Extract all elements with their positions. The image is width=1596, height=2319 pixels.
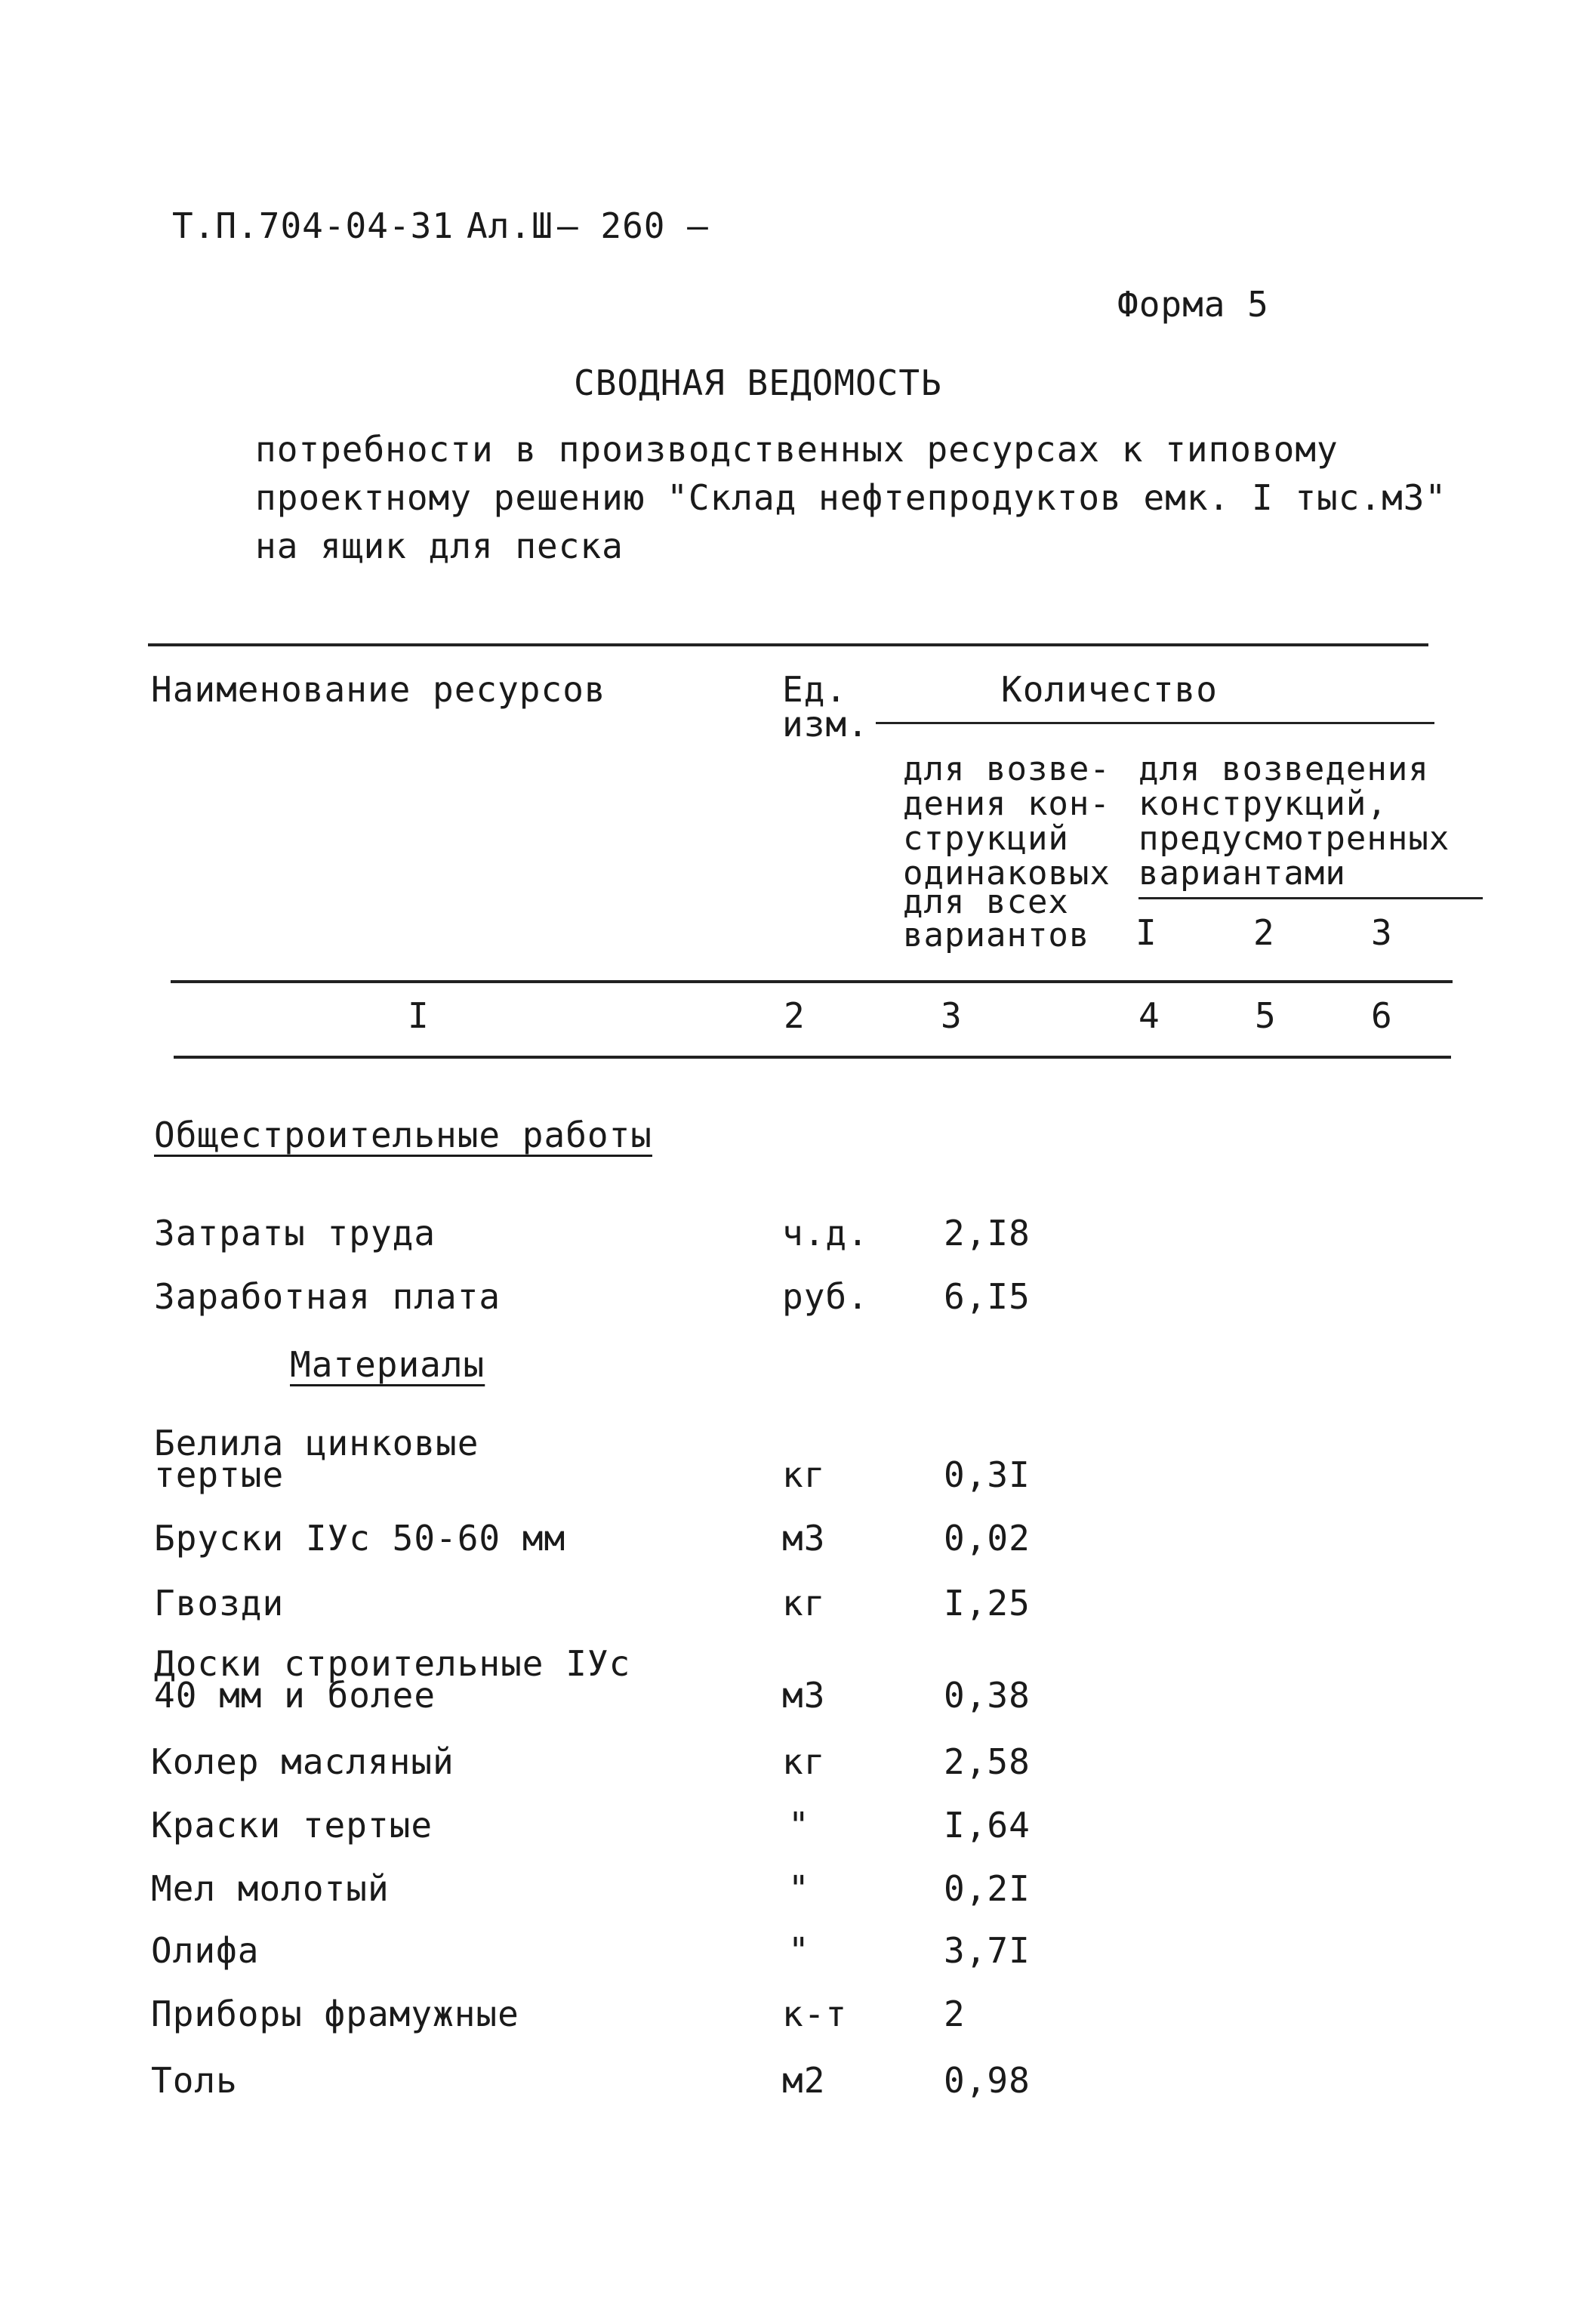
subsection-heading: Материалы [290,1344,485,1385]
title-line-2: проектному решению "Склад нефтепродуктов емк. I тыс.м3" [255,477,1447,518]
column-header-variants-3: предусмотренных [1138,819,1450,858]
column-header-unit: Ед. [782,669,848,710]
resource-unit: м3 [782,1518,826,1559]
resource-quantity: I,64 [944,1805,1031,1846]
resource-name: Заработная плата [154,1276,501,1317]
resource-name: Мел молотый [151,1868,390,1909]
column-header-name: Наименование ресурсов [151,669,606,710]
resource-name: Олифа [151,1930,260,1971]
column-header-common-1: для возве- [903,750,1111,788]
resource-name: Затраты труда [154,1213,436,1254]
resource-name: Краски тертые [151,1805,433,1846]
form-label: Форма 5 [1117,284,1269,325]
variants-rule [1138,897,1483,899]
column-header-common-5: для всех [903,883,1069,921]
resource-unit: " [788,1805,810,1846]
column-number-3: 3 [941,995,963,1036]
column-header-variants-4: вариантами [1138,854,1346,893]
resource-unit: ч.д. [782,1213,869,1254]
resource-name: Доски строительные IУс [154,1643,631,1684]
resource-name: Белила цинковые [154,1423,479,1463]
resource-name-cont: тертые [154,1454,285,1495]
resource-unit: руб. [782,1276,869,1317]
title-line-1: потребности в производственных ресурсах к типовому [255,429,1339,470]
column-header-common-6: вариантов [903,916,1090,954]
resource-quantity: 0,3I [944,1454,1031,1495]
resource-name: Толь [151,2060,238,2101]
document-heading: СВОДНАЯ ВЕДОМОСТЬ [574,362,942,403]
resource-unit: к-т [782,1994,848,2034]
resource-quantity: I,25 [944,1583,1031,1624]
resource-name: Колер масляный [151,1741,454,1782]
column-number-4: 4 [1138,995,1160,1036]
column-number-6: 6 [1371,995,1393,1036]
resource-unit: кг [782,1454,826,1495]
column-number-1: I [408,995,430,1036]
numbers-bottom-rule [174,1056,1451,1059]
resource-unit: м2 [782,2060,826,2101]
document-code: Т.П.704-04-31 [172,205,454,246]
resource-unit: м3 [782,1675,826,1716]
album-label: Ал.Ш [467,205,553,246]
resource-name: Приборы фрамужные [151,1994,519,2034]
resource-quantity: 2,58 [944,1741,1031,1782]
resource-name-cont: 40 мм и более [154,1675,436,1716]
variant-1-label: I [1135,912,1157,953]
header-bottom-rule [171,980,1453,983]
resource-quantity: 2 [944,1994,966,2034]
column-header-common-4: одинаковых [903,854,1111,893]
resource-quantity: 0,2I [944,1868,1031,1909]
resource-quantity: 6,I5 [944,1276,1031,1317]
column-header-unit-2: изм. [782,704,869,745]
resource-name: Бруски IУс 50-60 мм [154,1518,566,1559]
quantity-rule [876,722,1434,724]
column-header-common-3: струкций [903,819,1069,858]
page-number: — 260 — [557,205,709,246]
column-header-variants-1: для возведения [1138,750,1429,788]
resource-quantity: 3,7I [944,1930,1031,1971]
title-line-3: на ящик для песка [255,526,624,566]
resource-unit: кг [782,1583,826,1624]
variant-3-label: 3 [1371,912,1393,953]
column-header-common-2: дения кон- [903,785,1111,823]
table-top-rule [148,643,1428,646]
resource-unit: кг [782,1741,826,1782]
column-number-2: 2 [784,995,806,1036]
variant-2-label: 2 [1253,912,1275,953]
section-heading: Общестроительные работы [154,1115,652,1155]
resource-quantity: 0,02 [944,1518,1031,1559]
resource-unit: " [788,1868,810,1909]
resource-name: Гвозди [154,1583,285,1624]
column-number-5: 5 [1255,995,1277,1036]
column-header-variants-2: конструкций, [1138,785,1388,823]
resource-quantity: 0,98 [944,2060,1031,2101]
resource-unit: " [788,1930,810,1971]
resource-quantity: 0,38 [944,1675,1031,1716]
column-header-quantity: Количество [1001,669,1218,710]
resource-quantity: 2,I8 [944,1213,1031,1254]
